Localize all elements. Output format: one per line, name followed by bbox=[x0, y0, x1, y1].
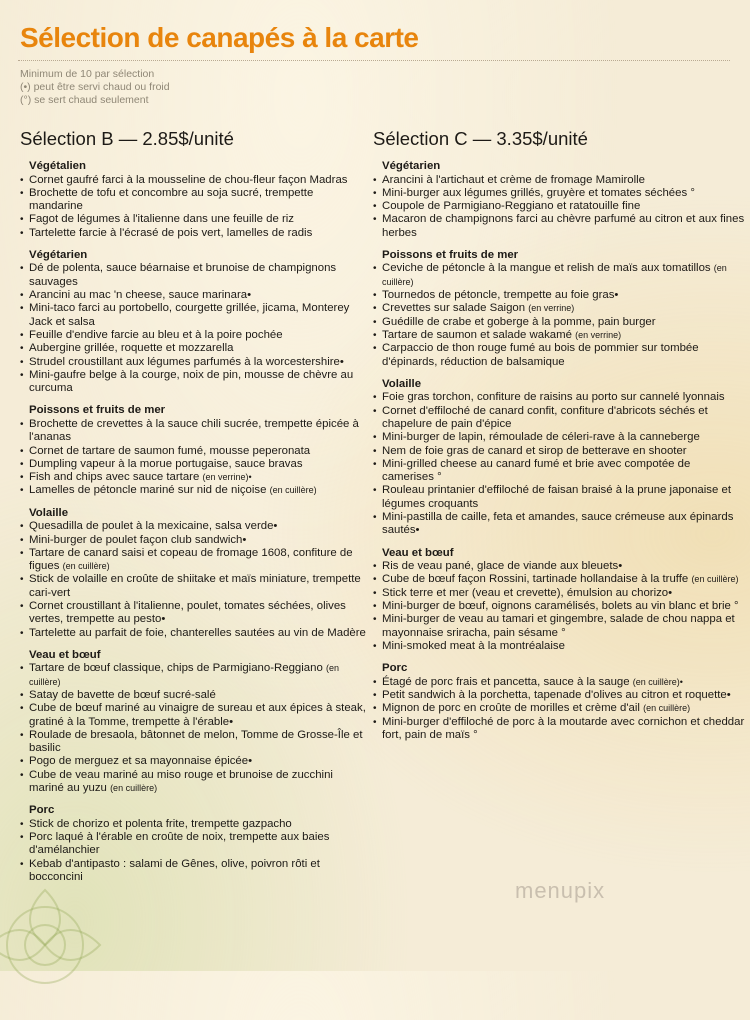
menu-item-text: Coupole de Parmigiano-Reggiano et ratatouille fine bbox=[382, 200, 641, 213]
menu-item-text: Tartare de saumon et salade wakamé bbox=[382, 328, 572, 341]
menu-item bbox=[20, 755, 370, 768]
menu-item bbox=[373, 640, 745, 653]
item-list bbox=[20, 662, 370, 795]
menu-item bbox=[373, 676, 745, 689]
section-heading: Poissons et fruits de mer bbox=[29, 404, 166, 417]
menu-item-text: Dé de polenta, sauce béarnaise et brunoise de champignons sauvages bbox=[29, 262, 337, 288]
menu-item-text: Fagot de légumes à l'italienne dans une feuille de riz bbox=[29, 213, 294, 226]
selection-c-title: Sélection C — 3.35$/unité bbox=[373, 128, 588, 149]
menu-item bbox=[20, 445, 370, 458]
menu-item bbox=[20, 329, 370, 342]
menu-item bbox=[20, 213, 370, 226]
item-list bbox=[20, 418, 370, 498]
menu-item bbox=[20, 227, 370, 240]
note-minimum: Minimum de 10 par sélection bbox=[20, 68, 155, 80]
menu-item-text: Mini-burger de veau au tamari et gingembre, salade de chou nappa et mayonnaise sriracha, pain sésame ° bbox=[382, 613, 735, 639]
section-heading: Végétarien bbox=[382, 160, 441, 172]
section-heading: Végétarien bbox=[29, 248, 88, 261]
menu-item-text: Mini-burger de poulet façon club sandwich• bbox=[29, 533, 247, 546]
menu-item-text: Carpaccio de thon rouge fumé au bois de pommier sur tombée d'épinards, réduction de balsamique bbox=[382, 342, 699, 368]
menu-item-text: Ceviche de pétoncle à la mangue et relish de maïs aux tomatillos bbox=[382, 262, 711, 275]
item-list bbox=[20, 262, 370, 395]
menu-item bbox=[373, 716, 745, 743]
item-list bbox=[373, 676, 745, 742]
menu-item-text: Porc laqué à l'érable en croûte de noix, trempette aux baies d'amélanchier bbox=[29, 831, 330, 857]
menu-item bbox=[373, 289, 745, 302]
menu-item bbox=[20, 831, 370, 858]
note-hot-or-cold: (•) peut être servi chaud ou froid bbox=[20, 81, 170, 93]
menu-item bbox=[373, 342, 745, 369]
menu-section bbox=[373, 249, 745, 369]
menu-item-text: Mini-burger de lapin, rémoulade de céleri-rave à la canneberge bbox=[382, 431, 700, 444]
menu-item-text: Stick de chorizo et polenta frite, trempette gazpacho bbox=[29, 817, 292, 830]
menu-item bbox=[373, 391, 745, 404]
menu-item-text: Guédille de crabe et goberge à la pomme, pain burger bbox=[382, 315, 656, 328]
menu-item-text: Petit sandwich à la porchetta, tapenade d'olives au citron et roquette• bbox=[382, 689, 731, 701]
menu-item-text: Rouleau printanier d'effiloché de faisan braisé à la prune japonaise et légumes croquants bbox=[382, 484, 731, 510]
menu-item-text: Strudel croustillant aux légumes parfumés à la worcestershire• bbox=[29, 355, 344, 368]
menu-item bbox=[20, 369, 370, 396]
menu-item bbox=[20, 262, 370, 289]
menu-item bbox=[373, 587, 745, 600]
section-heading: Veau et bœuf bbox=[382, 546, 454, 559]
menu-section bbox=[20, 507, 370, 640]
menu-item-text: Mini-smoked meat à la montréalaise bbox=[382, 639, 565, 652]
menu-item bbox=[373, 187, 745, 200]
menu-item-text: Foie gras torchon, confiture de raisins au porto sur cannelé lyonnais bbox=[382, 391, 725, 404]
menu-item-text: Tartelette farcie à l'écrasé de pois vert, lamelles de radis bbox=[29, 226, 313, 239]
note-hot-only: (°) se sert chaud seulement bbox=[20, 94, 149, 106]
menu-item bbox=[20, 520, 370, 533]
menu-item-text: Étagé de porc frais et pancetta, sauce à la sauge bbox=[382, 675, 630, 688]
menu-item-text: Nem de foie gras de canard et sirop de betterave en shooter bbox=[382, 444, 687, 457]
menu-item-text: Ris de veau pané, glace de viande aux bleuets• bbox=[382, 560, 623, 573]
serving-note: (en cuillère) bbox=[62, 561, 110, 572]
menu-item-text: Cube de veau mariné au miso rouge et brunoise de zucchini mariné au yuzu bbox=[29, 768, 333, 795]
menu-item bbox=[20, 302, 370, 329]
serving-note: (en verrine) bbox=[575, 329, 622, 340]
menu-item-text: Lamelles de pétoncle mariné sur nid de niçoise bbox=[29, 484, 267, 497]
menu-item bbox=[20, 627, 370, 640]
menu-item-text: Mignon de porc en croûte de morilles et crème d'ail bbox=[382, 702, 640, 715]
title-divider bbox=[18, 60, 730, 61]
serving-note: (en verrine) bbox=[528, 303, 575, 314]
section-heading: Volaille bbox=[29, 506, 69, 519]
menu-item bbox=[20, 174, 370, 187]
item-list bbox=[373, 262, 745, 368]
menu-item bbox=[20, 547, 370, 574]
menu-item bbox=[373, 511, 745, 538]
menu-item-text: Mini-burger d'effiloché de porc à la moutarde avec cornichon et cheddar fort, pain de maïs ° bbox=[382, 715, 745, 741]
menu-item bbox=[373, 689, 745, 702]
selection-b-sections bbox=[20, 160, 370, 884]
menu-item-text: Aubergine grillée, roquette et mozzarella bbox=[29, 342, 234, 355]
menu-item-text: Dumpling vapeur à la morue portugaise, sauce bravas bbox=[29, 457, 303, 470]
menu-item bbox=[373, 613, 745, 640]
item-list bbox=[373, 174, 745, 240]
menu-item bbox=[20, 471, 370, 484]
menu-item-text: Tartare de bœuf classique, chips de Parmigiano-Reggiano bbox=[29, 662, 323, 675]
menu-item bbox=[373, 702, 745, 715]
menu-item-text: Stick terre et mer (veau et crevette), émulsion au chorizo• bbox=[382, 586, 673, 599]
menu-item-text: Tournedos de pétoncle, trempette au foie gras• bbox=[382, 289, 619, 302]
menu-item-text: Roulade de bresaola, bâtonnet de melon, Tomme de Grosse-Île et basilic bbox=[29, 728, 363, 755]
page-title: Sélection de canapés à la carte bbox=[20, 22, 419, 53]
menu-item bbox=[373, 431, 745, 444]
section-heading: Veau et bœuf bbox=[29, 648, 101, 661]
menu-item-text: Tartelette au parfait de foie, chanterelles sautées au vin de Madère bbox=[29, 626, 366, 639]
menu-item-text: Cornet d'effiloché de canard confit, confiture d'abricots séchés et chapelure de pain d'épice bbox=[382, 404, 708, 430]
menu-item-text: Tartare de canard saisi et copeau de fromage 1608, confiture de figues bbox=[29, 546, 353, 573]
menu-item-text: Kebab d'antipasto : salami de Gênes, olive, poivron rôti et bocconcini bbox=[29, 857, 320, 884]
item-list bbox=[20, 520, 370, 640]
menu-item-text: Mini-grilled cheese au canard fumé et brie avec compotée de camerises ° bbox=[382, 457, 691, 484]
menu-item-text: Mini-taco farci au portobello, courgette grillée, jicama, Monterey Jack et salsa bbox=[29, 302, 350, 328]
section-heading: Porc bbox=[29, 804, 55, 817]
menu-item bbox=[373, 458, 745, 485]
section-heading: Poissons et fruits de mer bbox=[382, 248, 519, 261]
serving-note: (en cuillère) bbox=[643, 703, 691, 714]
menu-item bbox=[20, 818, 370, 831]
menu-item bbox=[20, 702, 370, 729]
watermark: menupix bbox=[515, 878, 606, 903]
menu-item bbox=[20, 662, 370, 689]
menu-item-text: Cube de bœuf mariné au vinaigre de sureau et aux épices à steak, gratiné à la Tomme, trempette à l'érable• bbox=[29, 702, 366, 728]
menu-section bbox=[373, 378, 745, 538]
menu-item-text: Cornet gaufré farci à la mousseline de chou-fleur façon Madras bbox=[29, 173, 348, 186]
serving-note: (en verrine)• bbox=[202, 472, 252, 483]
section-heading: Porc bbox=[382, 662, 408, 675]
serving-note: (en cuillère)• bbox=[632, 676, 683, 687]
menu-item bbox=[20, 729, 370, 756]
menu-item-text: Mini-burger de bœuf, oignons caramélisés, bolets au vin blanc et brie ° bbox=[382, 600, 739, 613]
menu-item-text: Mini-burger aux légumes grillés, gruyère et tomates séchées ° bbox=[382, 186, 695, 199]
item-list bbox=[373, 391, 745, 537]
menu-item-text: Stick de volaille en croûte de shiitake et maïs miniature, trempette cari-vert bbox=[29, 573, 361, 599]
menu-item bbox=[373, 302, 745, 315]
menu-item-text: Arancini à l'artichaut et crème de fromage Mamirolle bbox=[382, 173, 646, 186]
menu-item bbox=[373, 262, 745, 289]
menu-item bbox=[20, 534, 370, 547]
selection-b-column bbox=[20, 128, 370, 884]
menu-item-text: Feuille d'endive farcie au bleu et à la poire pochée bbox=[29, 328, 283, 341]
menu-item bbox=[373, 445, 745, 458]
menu-item-text: Satay de bavette de bœuf sucré-salé bbox=[29, 689, 216, 701]
menu-item bbox=[373, 316, 745, 329]
section-heading: Volaille bbox=[382, 377, 422, 390]
menu-item-text: Crevettes sur salade Saigon bbox=[382, 302, 526, 315]
menu-item bbox=[373, 329, 745, 342]
menu-item bbox=[373, 600, 745, 613]
menu-item bbox=[373, 174, 745, 187]
serving-note: (en cuillère) bbox=[29, 663, 339, 687]
menu-section bbox=[373, 662, 745, 742]
menu-section bbox=[373, 547, 745, 654]
serving-note: (en cuillère) bbox=[382, 263, 727, 287]
menu-item bbox=[20, 342, 370, 355]
menu-item-text: Arancini au mac 'n cheese, sauce marinara• bbox=[29, 289, 252, 302]
menu-section bbox=[20, 404, 370, 497]
section-heading: Végétalien bbox=[29, 160, 86, 172]
menu-item bbox=[20, 356, 370, 369]
selection-b-title: Sélection B — 2.85$/unité bbox=[20, 128, 234, 149]
menu-item bbox=[20, 573, 370, 600]
serving-note: (en cuillère) bbox=[269, 485, 317, 496]
menu-item-text: Mini-pastilla de caille, feta et amandes, sauce crémeuse aux épinards sautés• bbox=[382, 511, 734, 537]
serving-note: (en cuillère) bbox=[110, 783, 158, 794]
selection-c-column bbox=[373, 128, 745, 742]
menu-item-text: Brochette de crevettes à la sauce chili sucrée, trempette épicée à l'ananas bbox=[29, 417, 359, 444]
menu-section bbox=[20, 649, 370, 795]
menu-item bbox=[20, 769, 370, 796]
decorative-flower-icon bbox=[0, 870, 120, 1020]
menu-item-text: Cornet de tartare de saumon fumé, mousse peperonata bbox=[29, 444, 311, 457]
menu-item bbox=[373, 200, 745, 213]
menu-item bbox=[20, 484, 370, 497]
menu-item-text: Pogo de merguez et sa mayonnaise épicée• bbox=[29, 755, 253, 768]
menu-item bbox=[20, 458, 370, 471]
menu-item bbox=[373, 213, 745, 240]
menu-item bbox=[373, 405, 745, 432]
menu-item bbox=[20, 289, 370, 302]
item-list bbox=[373, 560, 745, 653]
menu-item-text: Cube de bœuf façon Rossini, tartinade hollandaise à la truffe bbox=[382, 573, 689, 586]
menu-item bbox=[20, 600, 370, 627]
menu-section bbox=[20, 160, 370, 240]
selection-c-sections bbox=[373, 160, 745, 742]
item-list bbox=[20, 174, 370, 240]
menu-item bbox=[20, 187, 370, 214]
menu-section bbox=[20, 249, 370, 395]
menu-item bbox=[20, 689, 370, 702]
menu-item-text: Quesadilla de poulet à la mexicaine, salsa verde• bbox=[29, 520, 278, 533]
menu-section bbox=[373, 160, 745, 240]
menu-item-text: Cornet croustillant à l'italienne, poulet, tomates séchées, olives vertes, trempette au pesto• bbox=[29, 600, 346, 626]
menu-item-text: Brochette de tofu et concombre au soja sucré, trempette mandarine bbox=[29, 186, 314, 213]
menu-item bbox=[373, 484, 745, 511]
notes bbox=[20, 68, 170, 107]
menu-item bbox=[373, 560, 745, 573]
menu-item-text: Mini-gaufre belge à la courge, noix de pin, mousse de chèvre au curcuma bbox=[29, 368, 354, 395]
serving-note: (en cuillère) bbox=[691, 574, 739, 585]
menu-item-text: Fish and chips avec sauce tartare bbox=[29, 471, 200, 484]
menu-item bbox=[20, 418, 370, 445]
menu-item-text: Macaron de champignons farci au chèvre parfumé au citron et aux fines herbes bbox=[382, 213, 745, 239]
menu-item bbox=[373, 573, 745, 586]
